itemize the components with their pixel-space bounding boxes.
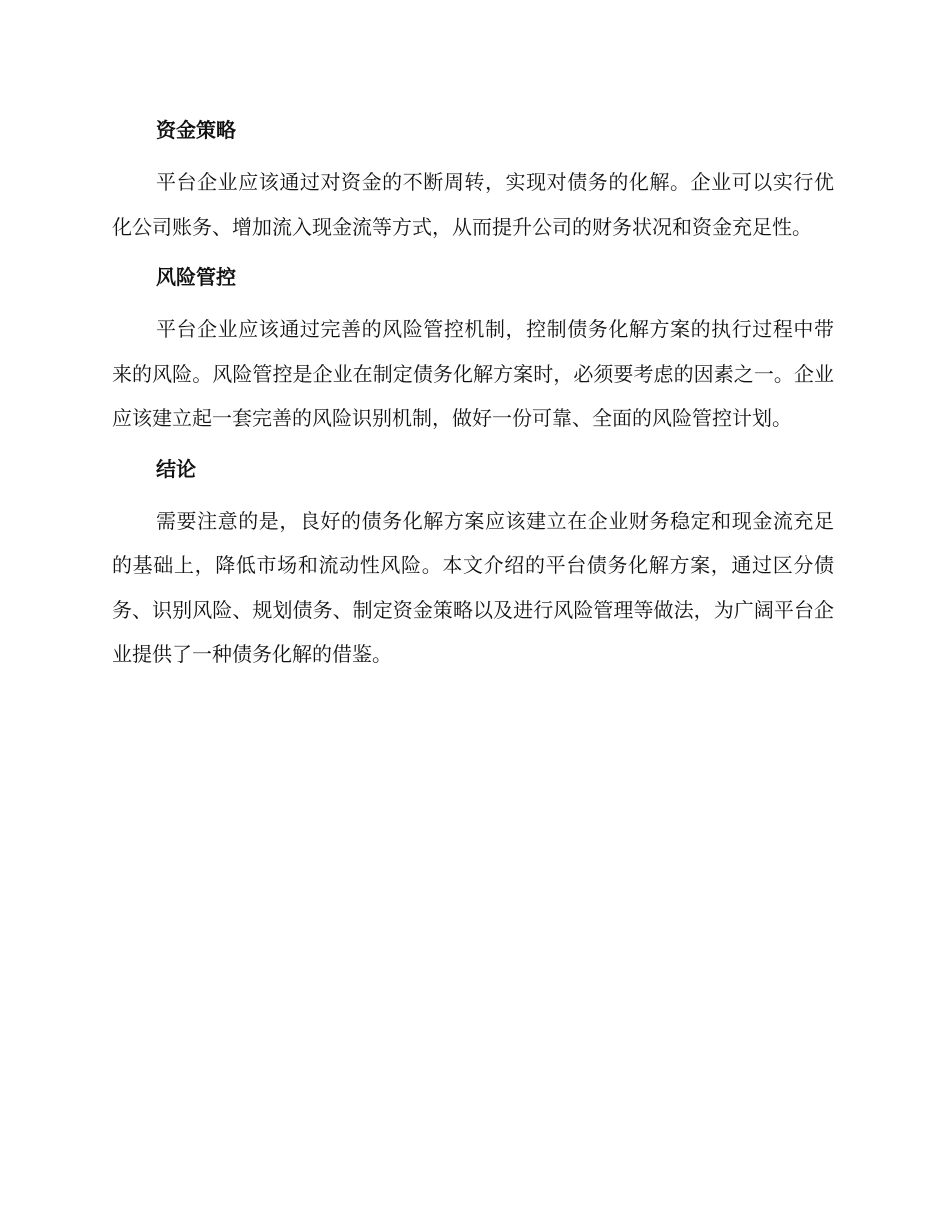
section-paragraph-risk-control: 平台企业应该通过完善的风险管控机制，控制债务化解方案的执行过程中带来的风险。风险管控是企业在制定债务化解方案时，必须要考虑的因素之一。企业应该建立起一套完善的风险识别机制，做好一份可靠、全面的风险管控计划。 — [112, 317, 834, 430]
section-heading-risk-control: 风险管控 — [156, 265, 236, 289]
section-paragraph-funding-strategy: 平台企业应该通过对资金的不断周转，实现对债务的化解。企业可以实行优化公司账务、增加流入现金流等方式，从而提升公司的财务状况和资金充足性。 — [112, 170, 834, 239]
document-body — [112, 112, 834, 677]
section-heading-funding-strategy: 资金策略 — [156, 118, 236, 142]
section-heading-conclusion: 结论 — [156, 456, 196, 481]
section-paragraph-conclusion: 需要注意的是，良好的债务化解方案应该建立在企业财务稳定和现金流充足的基础上，降低市场和流动性风险。本文介绍的平台债务化解方案，通过区分债务、识别风险、规划债务、制定资金策略以及进行风险管理等做法，为广阔平台企业提供了一种债务化解的借鉴。 — [112, 508, 834, 666]
